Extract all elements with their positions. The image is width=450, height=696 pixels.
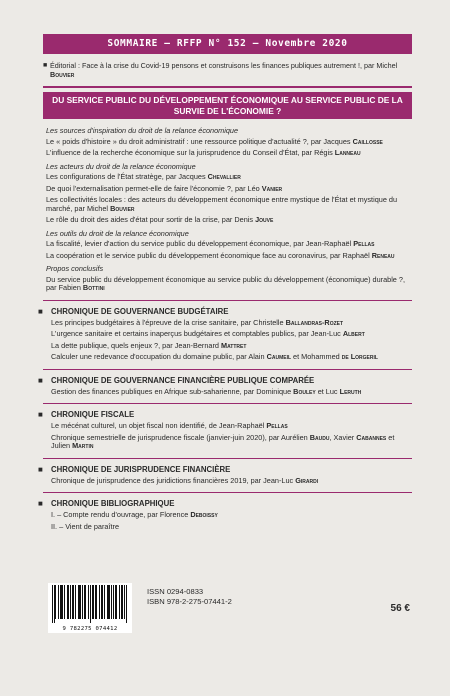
author-name: Reneau: [371, 250, 395, 260]
barcode-bar: [126, 585, 127, 623]
bullet-icon: ■: [38, 306, 43, 316]
barcode-bar: [78, 585, 79, 619]
author-name: Deboissy: [190, 510, 218, 520]
toc-entry: [46, 138, 412, 147]
theme-banner: DU SERVICE PUBLIC DU DÉVELOPPEMENT ÉCONOMIQUE AU SERVICE PUBLIC DE LA SURVIE DE L'ÉCONOMIE ?: [43, 92, 412, 119]
author-name: Pellas: [266, 421, 288, 431]
toc-entry: [46, 252, 412, 261]
author-name: Albert: [342, 329, 365, 339]
divider: [43, 492, 412, 493]
barcode-bar: [96, 585, 97, 619]
author-name: Leruth: [339, 386, 362, 396]
author-name: Bouley: [293, 386, 316, 396]
barcode-bar: [68, 585, 69, 619]
bullet-icon: ■: [38, 410, 43, 420]
entry-title: L'influence de la recherche économique sur la jurisprudence du Conseil d'État, par Régis: [46, 148, 335, 158]
toc-entry: [38, 434, 412, 451]
toc-entry: [38, 353, 412, 362]
entry-title: Le rôle du droit des aides d'état pour sortir de la crise, par Denis: [46, 215, 256, 225]
barcode-bar: [84, 585, 85, 619]
author-name: Vanier: [261, 183, 283, 193]
section-heading: Propos conclusifs: [46, 264, 104, 274]
entry-title: II. – Vient de paraître: [51, 521, 120, 531]
toc-entry: [38, 319, 412, 328]
toc-entry: [46, 276, 412, 293]
barcode-bar: [72, 585, 73, 619]
author-name: Baudu: [309, 432, 330, 442]
entry-title: La fiscalité, levier d'action du service public du développement économique, par Jean-Raphaël: [46, 239, 354, 249]
entry-title: , Xavier: [329, 432, 357, 442]
section-heading: Les outils du droit de la relance économique: [46, 228, 189, 238]
entry-title: I. – Compte rendu d'ouvrage, par Florence: [51, 510, 191, 520]
divider: [43, 369, 412, 370]
section-heading: Les acteurs du droit de la relance économique: [46, 161, 196, 171]
chronicle-title-text: CHRONIQUE DE JURISPRUDENCE FINANCIÈRE: [51, 464, 231, 474]
barcode-bars: [52, 585, 128, 623]
barcode-bar: [108, 585, 109, 619]
author-name: Mattret: [220, 340, 247, 350]
toc-entry: [46, 240, 412, 249]
editorial-text: Éditorial : Face à la crise du Covid-19 pensons et construisons les finances publiques autrement !, par Michel Bouvier: [50, 61, 398, 80]
author-name: Caumeil: [266, 352, 292, 362]
barcode-bar: [64, 585, 65, 619]
identifiers: [147, 587, 232, 607]
chronicle-title-text: CHRONIQUE BIBLIOGRAPHIQUE: [51, 499, 175, 509]
chronicle-block: [38, 499, 412, 531]
entry-title: La coopération et le service public du développement économique face au coronavirus, par Raphaël: [46, 250, 372, 260]
chronicle-block: [38, 307, 412, 362]
author-name: Jouve: [255, 215, 274, 225]
barcode-bar: [88, 585, 89, 619]
author-name: Bouvier: [110, 203, 135, 213]
toc-entry: [38, 422, 412, 431]
entry-title: Chronique semestrielle de jurisprudence fiscale (janvier-juin 2020), par Aurélien: [51, 432, 310, 442]
author-name: Lanneau: [334, 148, 361, 158]
barcode-bar: [52, 585, 53, 623]
toc-entry: [38, 511, 412, 520]
chronicle-title: [38, 376, 412, 385]
editorial-entry: [43, 61, 412, 79]
toc-entry: [46, 216, 412, 225]
entry-title: Les configurations de l'État stratège, par Jacques: [46, 172, 208, 182]
author-name: Girardi: [295, 475, 319, 485]
toc-entry: [38, 388, 412, 397]
barcode-bar: [75, 585, 76, 619]
barcode-bar: [60, 585, 61, 619]
entry-title: Du service public du développement économique au service public du développement (économique) durable ?, par Fabien: [46, 274, 405, 293]
toc-entry: [46, 173, 412, 182]
barcode-bar: [73, 585, 74, 619]
barcode-bar: [99, 585, 100, 619]
barcode-bar: [70, 585, 71, 619]
price: 56 €: [390, 603, 410, 614]
chronicle-title-text: CHRONIQUE DE GOUVERNANCE FINANCIÈRE PUBLIQUE COMPARÉE: [51, 375, 315, 385]
barcode-bar: [101, 585, 102, 619]
author-name: Chevallier: [207, 172, 241, 182]
barcode-bar: [55, 585, 56, 619]
divider: [43, 86, 412, 88]
author-name: Cabannes: [356, 432, 387, 442]
entry-title: et Mohammed: [291, 352, 342, 362]
issn: ISSN 0294-0833: [147, 587, 204, 596]
barcode-bar: [80, 585, 81, 619]
entry-title: De quoi l'externalisation permet-elle de faire l'économie ?, par Léo: [46, 183, 262, 193]
entry-title: Le « poids d'histoire » du droit administratif : une ressource politique d'actualité ?, par Jacques: [46, 136, 353, 146]
barcode-bar: [92, 585, 93, 619]
chronicle-block: [38, 410, 412, 451]
entry-title: et Julien: [51, 432, 395, 451]
barcode-bar: [54, 585, 55, 623]
barcode-bar: [113, 585, 114, 619]
entry-title: et Luc: [315, 386, 340, 396]
barcode-bar: [58, 585, 59, 619]
barcode-bar: [79, 585, 80, 619]
dossier-sections: [38, 127, 412, 293]
author-name: Martin: [72, 441, 94, 451]
chronicle-title-text: CHRONIQUE DE GOUVERNANCE BUDGÉTAIRE: [51, 306, 229, 316]
barcode-bar: [107, 585, 108, 619]
author-name: de Lorgeril: [341, 352, 378, 362]
chronicle-title-text: CHRONIQUE FISCALE: [51, 410, 135, 420]
barcode-bar: [102, 585, 103, 619]
entry-title: Les collectivités locales : des acteurs du développement économique entre mystique de l'État et mystique du marché, par Michel: [46, 195, 398, 213]
chronicle-title: [38, 307, 412, 316]
barcode-number: 9 782275 074412: [62, 626, 118, 632]
barcode-bar: [62, 585, 63, 619]
toc-entry: [38, 477, 412, 486]
barcode-bar: [85, 585, 86, 619]
author-name: Caillosse: [352, 136, 383, 146]
barcode-bar: [93, 585, 94, 619]
toc-entry: [38, 342, 412, 351]
chronicle-block: [38, 465, 412, 486]
barcode-bar: [124, 585, 125, 619]
chronicle-title: [38, 499, 412, 508]
barcode-bar: [90, 585, 91, 623]
barcode-bar: [116, 585, 117, 619]
isbn: ISBN 978-2-275-07441-2: [147, 597, 232, 606]
toc-entry: [46, 149, 412, 158]
toc-entry: [38, 523, 412, 532]
barcode-bar: [95, 585, 96, 619]
bullet-icon: ■: [38, 499, 43, 509]
barcode-bar: [115, 585, 116, 619]
entry-title: Les principes budgétaires à l'épreuve de la crise sanitaire, par Christelle: [51, 317, 286, 327]
section-heading: Les sources d'inspiration du droit de la relance économique: [46, 126, 239, 136]
toc-entry: [46, 196, 412, 213]
barcode-bar: [67, 585, 68, 619]
chronicles-list: [38, 300, 412, 532]
entry-title: Le mécénat culturel, un objet fiscal non identifié, de Jean-Raphaël: [51, 421, 267, 431]
divider: [43, 458, 412, 459]
entry-title: Chronique de jurisprudence des juridictions financières 2019, par Jean-Luc: [51, 475, 296, 485]
bullet-icon: ■: [43, 62, 48, 69]
divider: [43, 300, 412, 301]
barcode-bar: [61, 585, 62, 619]
divider: [43, 403, 412, 404]
author-name: Pellas: [353, 239, 375, 249]
barcode-bar: [111, 585, 112, 619]
barcode-bar: [104, 585, 105, 619]
bullet-icon: ■: [38, 464, 43, 474]
toc-entry: [46, 185, 412, 194]
summary-banner: SOMMAIRE – RFFP N° 152 – Novembre 2020: [43, 34, 412, 54]
chronicle-title: [38, 410, 412, 419]
author-name: Ballandras-Rozet: [285, 317, 344, 327]
barcode-bar: [121, 585, 122, 619]
author-name: Bottini: [82, 283, 105, 293]
entry-title: La dette publique, quels enjeux ?, par Jean-Bernard: [51, 340, 221, 350]
barcode-bar: [122, 585, 123, 619]
chronicle-block: [38, 376, 412, 397]
barcode: [48, 583, 132, 633]
barcode-bar: [119, 585, 120, 619]
chronicle-title: [38, 465, 412, 474]
entry-title: Gestion des finances publiques en Afrique sub-saharienne, par Dominique: [51, 386, 294, 396]
toc-entry: [38, 330, 412, 339]
barcode-bar: [82, 585, 83, 619]
entry-title: L'urgence sanitaire et certains inaperçus budgétaires et comptables publics, par Jean-Luc: [51, 329, 343, 339]
entry-title: Calculer une redevance d'occupation du domaine public, par Alain: [51, 352, 267, 362]
bullet-icon: ■: [38, 375, 43, 385]
barcode-bar: [109, 585, 110, 619]
